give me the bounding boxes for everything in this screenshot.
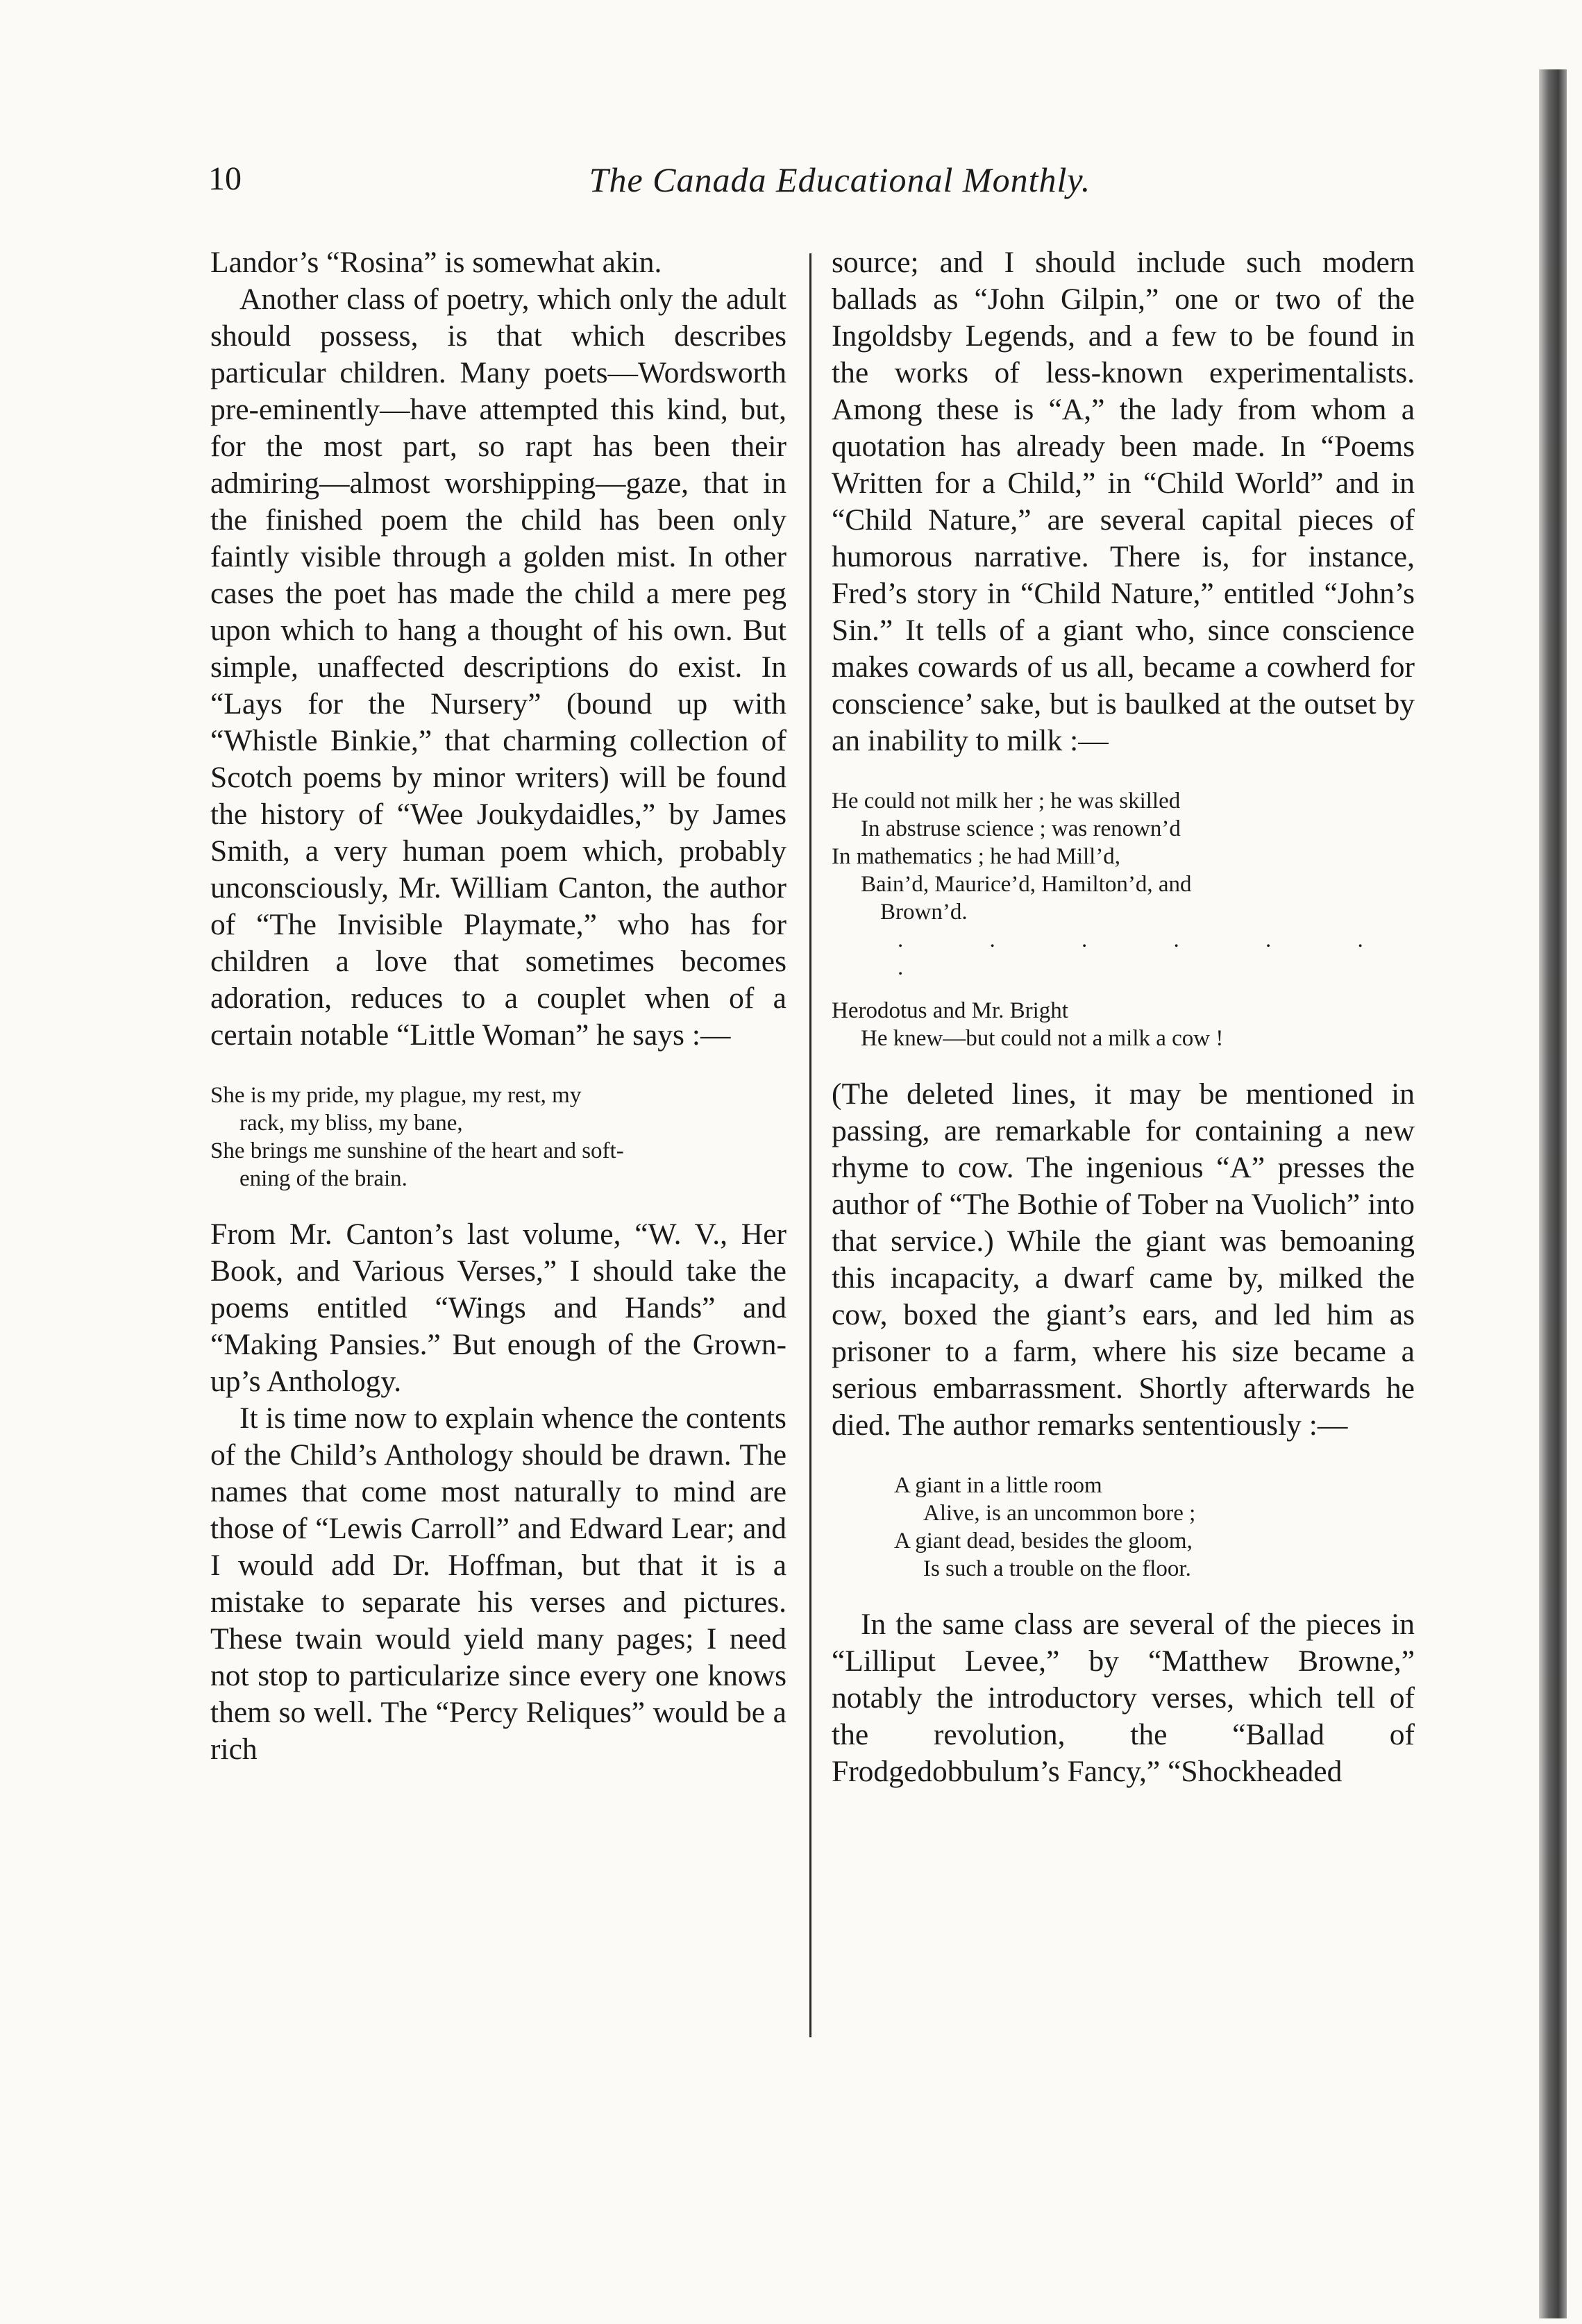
verse-line: She brings me sunshine of the heart and soft- bbox=[210, 1138, 624, 1163]
verse-line: Alive, is an uncommon bore ; bbox=[923, 1501, 1196, 1526]
verse-line: He could not milk her ; he was skilled bbox=[832, 789, 1181, 814]
paragraph: source; and I should include such modern ballads as “John Gilpin,” one or two of the Ingoldsby Legends, and a few to be found in the works of less-known experimentalists. Among these is “A,” the lady from whom a quotation has already been made. In “Poems Written for a Child,” in “Child World” and in “Child Nature,” are several capital pieces of humorous narrative. There is, for instance, Fred’s story in “Child Nature,” entitled “John’s Sin.” It tells of a giant who, since conscience makes cowards of us all, became a cowherd for conscience’ sake, but is baulked at the outset by an inability to milk :— bbox=[832, 246, 1415, 757]
verse-quotation bbox=[894, 1472, 1415, 1583]
paragraph: Landor’s “Rosina” is somewhat akin. bbox=[210, 246, 662, 279]
running-head bbox=[208, 160, 1472, 208]
paragraph: Another class of poetry, which only the adult should possess, is that which describes particular children. Many poets—Wordsworth pre-eminently—have attempted this kind, but, for the most part, so rapt has been their admiring—almost worshipping—gaze, that in the finished poem the child has been only faintly visible through a golden mist. In other cases the poet has made the child a mere peg upon which to hang a thought of his own. But simple, unaffected descriptions do exist. In “Lays for the Nursery” (bound up with “Whistle Binkie,” that charming collection of Scotch poems by minor writers) will be found the history of “Wee Joukydaidles,” by James Smith, a very human poem which, probably unconsciously, Mr. William Canton, the author of “The Invisible Playmate,” who has for children a love that sometimes becomes adoration, reduces to a couplet when of a certain notable “Little Woman” he says :— bbox=[210, 283, 786, 1052]
ellipsis-dots: . . . . . . . bbox=[898, 927, 1404, 980]
verse-quotation bbox=[832, 787, 1415, 1052]
paragraph: In the same class are several of the pieces in “Lilliput Levee,” by “Matthew Browne,” notably the introductory verses, which tell of the revolution, the “Ballad of Frodgedobbulum’s Fancy,” “Shockheaded bbox=[832, 1608, 1415, 1788]
verse-line: Is such a trouble on the floor. bbox=[923, 1556, 1191, 1581]
verse-line: She is my pride, my plague, my rest, my bbox=[210, 1083, 582, 1108]
verse-line: In abstruse science ; was renown’d bbox=[861, 816, 1181, 841]
verse-line: ening of the brain. bbox=[239, 1166, 407, 1191]
left-column bbox=[210, 244, 786, 1768]
verse-line: A giant dead, besides the gloom, bbox=[894, 1529, 1193, 1553]
verse-quotation bbox=[210, 1081, 786, 1193]
verse-line: In mathematics ; he had Mill’d, bbox=[832, 844, 1121, 869]
verse-line: Bain’d, Maurice’d, Hamilton’d, and bbox=[861, 872, 1192, 897]
journal-title: The Canada Educational Monthly. bbox=[589, 160, 1091, 199]
right-column bbox=[832, 244, 1415, 1790]
verse-line: Brown’d. bbox=[880, 900, 968, 925]
verse-line: A giant in a little room bbox=[894, 1473, 1102, 1498]
paragraph: From Mr. Canton’s last volume, “W. V., Her Book, and Various Verses,” I should take the poems entitled “Wings and Hands” and “Making Pansies.” But enough of the Grown-up’s Anthology. bbox=[210, 1218, 786, 1398]
verse-line: Herodotus and Mr. Bright bbox=[832, 998, 1068, 1023]
paragraph: (The deleted lines, it may be mentioned in passing, are remarkable for containing a new rhyme to cow. The ingenious “A” presses the author of “The Bothie of Tober na Vuolich” into that service.) While the giant was bemoaning this incapacity, a dwarf came by, milked the cow, boxed the giant’s ears, and led him as prisoner to a farm, where his size became a serious embarrassment. Shortly afterwards he died. The author remarks sententiously :— bbox=[832, 1077, 1415, 1442]
verse-line: rack, my bliss, my bane, bbox=[239, 1111, 463, 1136]
column-rule bbox=[809, 253, 811, 2037]
page-number: 10 bbox=[208, 160, 242, 197]
scanned-page-edge bbox=[1539, 69, 1567, 2318]
verse-line: He knew—but could not a milk a cow ! bbox=[861, 1026, 1224, 1051]
paragraph: It is time now to explain whence the contents of the Child’s Anthology should be drawn. The names that come most naturally to mind are those of “Lewis Carroll” and Edward Lear; and I would add Dr. Hoffman, but that it is a mistake to separate his verses and pictures. These twain would yield many pages; I need not stop to particularize since every one knows them so well. The “Percy Reliques” would be a rich bbox=[210, 1401, 786, 1766]
